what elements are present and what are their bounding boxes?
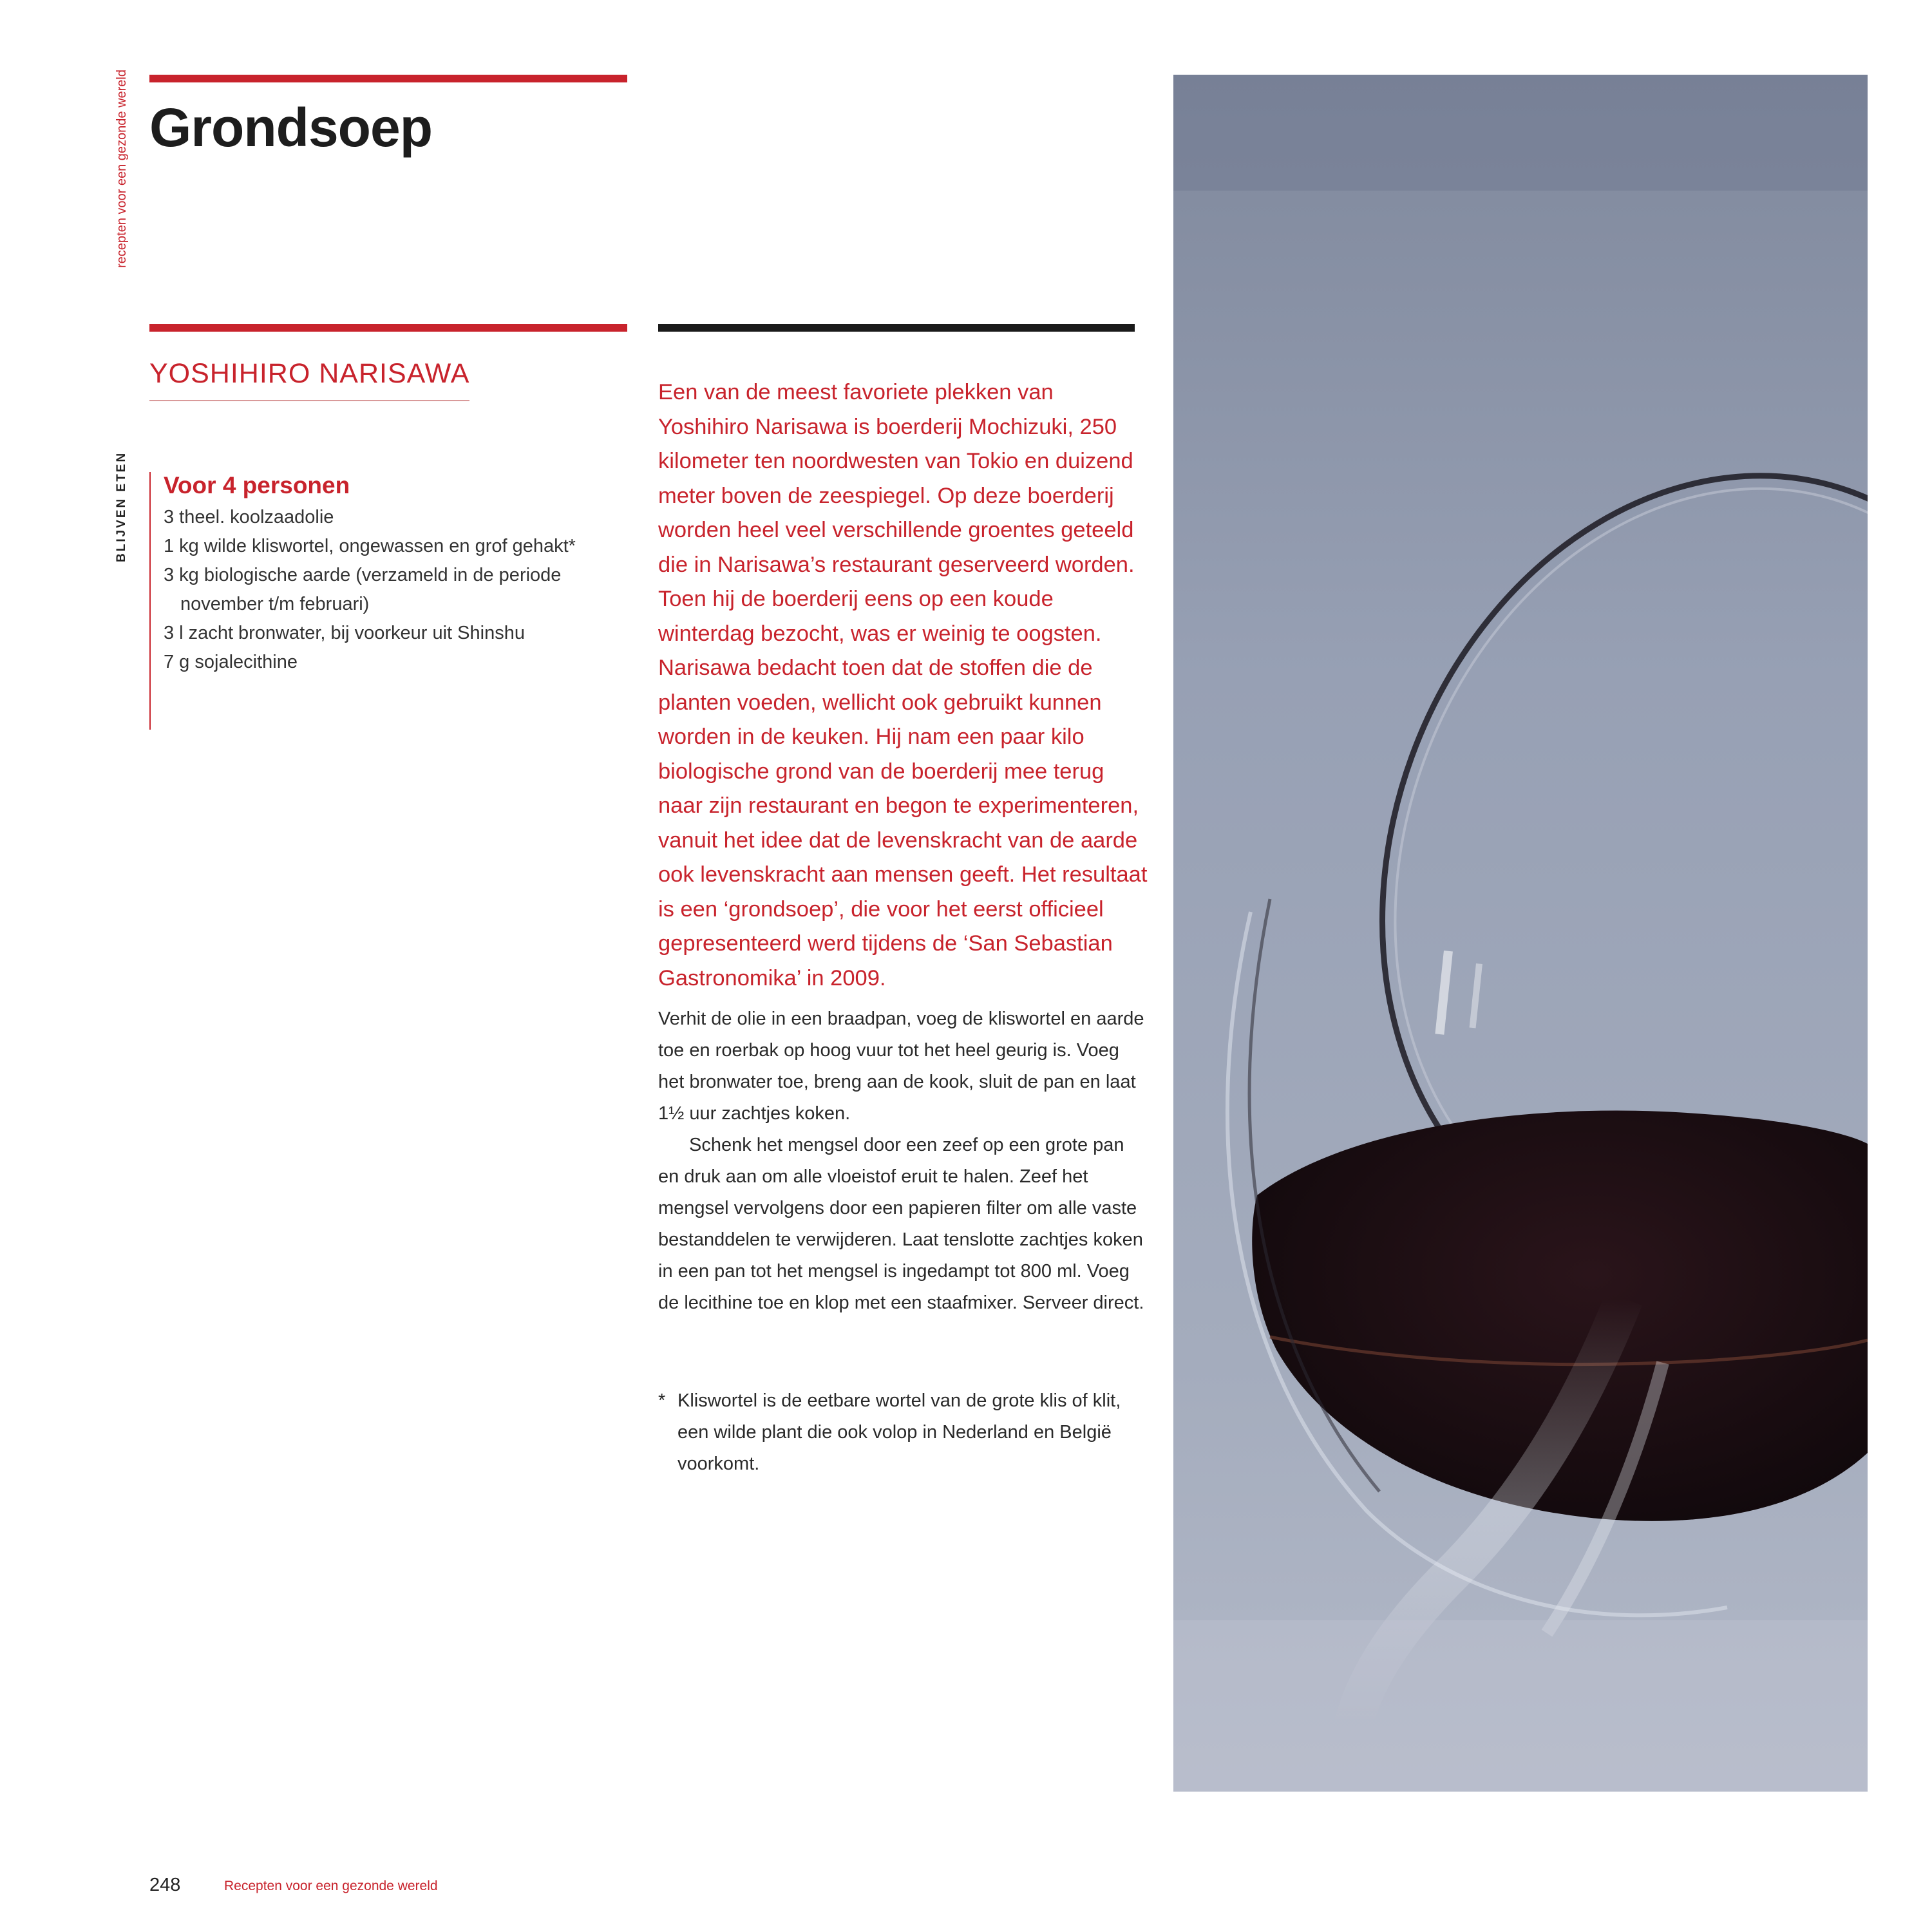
ingredient-item: 3 kg biologische aarde (verzameld in de periode november t/m februari) xyxy=(164,565,562,614)
ingredient-item: 1 kg wilde kliswortel, ongewassen en grof gehakt* xyxy=(164,536,576,556)
ingredient-item: 3 theel. koolzaadolie xyxy=(164,507,334,527)
intro-paragraph: Een van de meest favoriete plekken van Yoshihiro Narisawa is boerderij Mochizuki, 250 kilometer ten noordwesten van Tokio en duizend meter boven de zeespiegel. Op deze boerderij worden heel veel verschillende groentes geteeld die in Narisawa’s restaurant geserveerd worden. Toen hij de boerderij eens op een koude winterdag bezocht, was er weinig te oogsten. Narisawa bedacht toen dat de stoffen die de planten voeden, wellicht ook gebruikt kunnen worden in de keuken. Hij nam een paar kilo biologische grond van de boerderij mee terug naar zijn restaurant en begon te experimenteren, vanuit het idee dat de levenskracht van de aarde ook levenskracht aan mensen geeft. Het resultaat is een ‘grondsoep’, die voor het eerst officieel gepresenteerd werd tijdens de ‘San Sebastian Gastronomika’ in 2009. xyxy=(658,380,1148,990)
servings-heading: Voor 4 personen xyxy=(164,472,350,498)
chef-name: YOSHIHIRO NARISAWA xyxy=(149,358,469,401)
running-header-book-title: recepten voor een gezonde wereld xyxy=(115,70,129,268)
method-text xyxy=(658,1003,1148,1319)
ingredient-item: 7 g sojalecithine xyxy=(164,652,298,672)
footnote xyxy=(658,1385,1148,1480)
ingredient-item: 3 l zacht bronwater, bij voorkeur uit Shinshu xyxy=(164,623,525,643)
recipe-title: Grondsoep xyxy=(149,97,433,158)
soup-photo xyxy=(1173,75,1868,1792)
section-rule-middle xyxy=(658,324,1135,332)
title-rule xyxy=(149,75,627,82)
method-step: Verhit de olie in een braadpan, voeg de kliswortel en aarde toe en roerbak op hoog vuur tot het heel geurig is. Voeg het bronwater toe, breng aan de kook, sluit de pan en laat 1½ uur zachtjes koken. xyxy=(658,1009,1144,1124)
method-step: Schenk het mengsel door een zeef op een grote pan en druk aan om alle vloeistof eruit te halen. Zeef het mengsel vervolgens door een papieren filter om alle vaste bestanddelen te verwijderen. Laat tenslotte zachtjes koken in een pan tot het mengsel is ingedampt tot 800 ml. Voeg de lecithine toe en klop met een staafmixer. Serveer direct. xyxy=(658,1135,1144,1313)
footnote-mark: * xyxy=(658,1390,666,1411)
section-rule-left xyxy=(149,324,627,332)
ingredient-list xyxy=(149,472,576,730)
page-number: 248 xyxy=(149,1875,181,1895)
footer-book-title: Recepten voor een gezonde wereld xyxy=(224,1879,438,1893)
running-header-section: BLIJVEN ETEN xyxy=(115,451,128,562)
footnote-text: Kliswortel is de eetbare wortel van de grote klis of klit, een wilde plant die ook volop in Nederland en België voorkomt. xyxy=(677,1390,1121,1474)
